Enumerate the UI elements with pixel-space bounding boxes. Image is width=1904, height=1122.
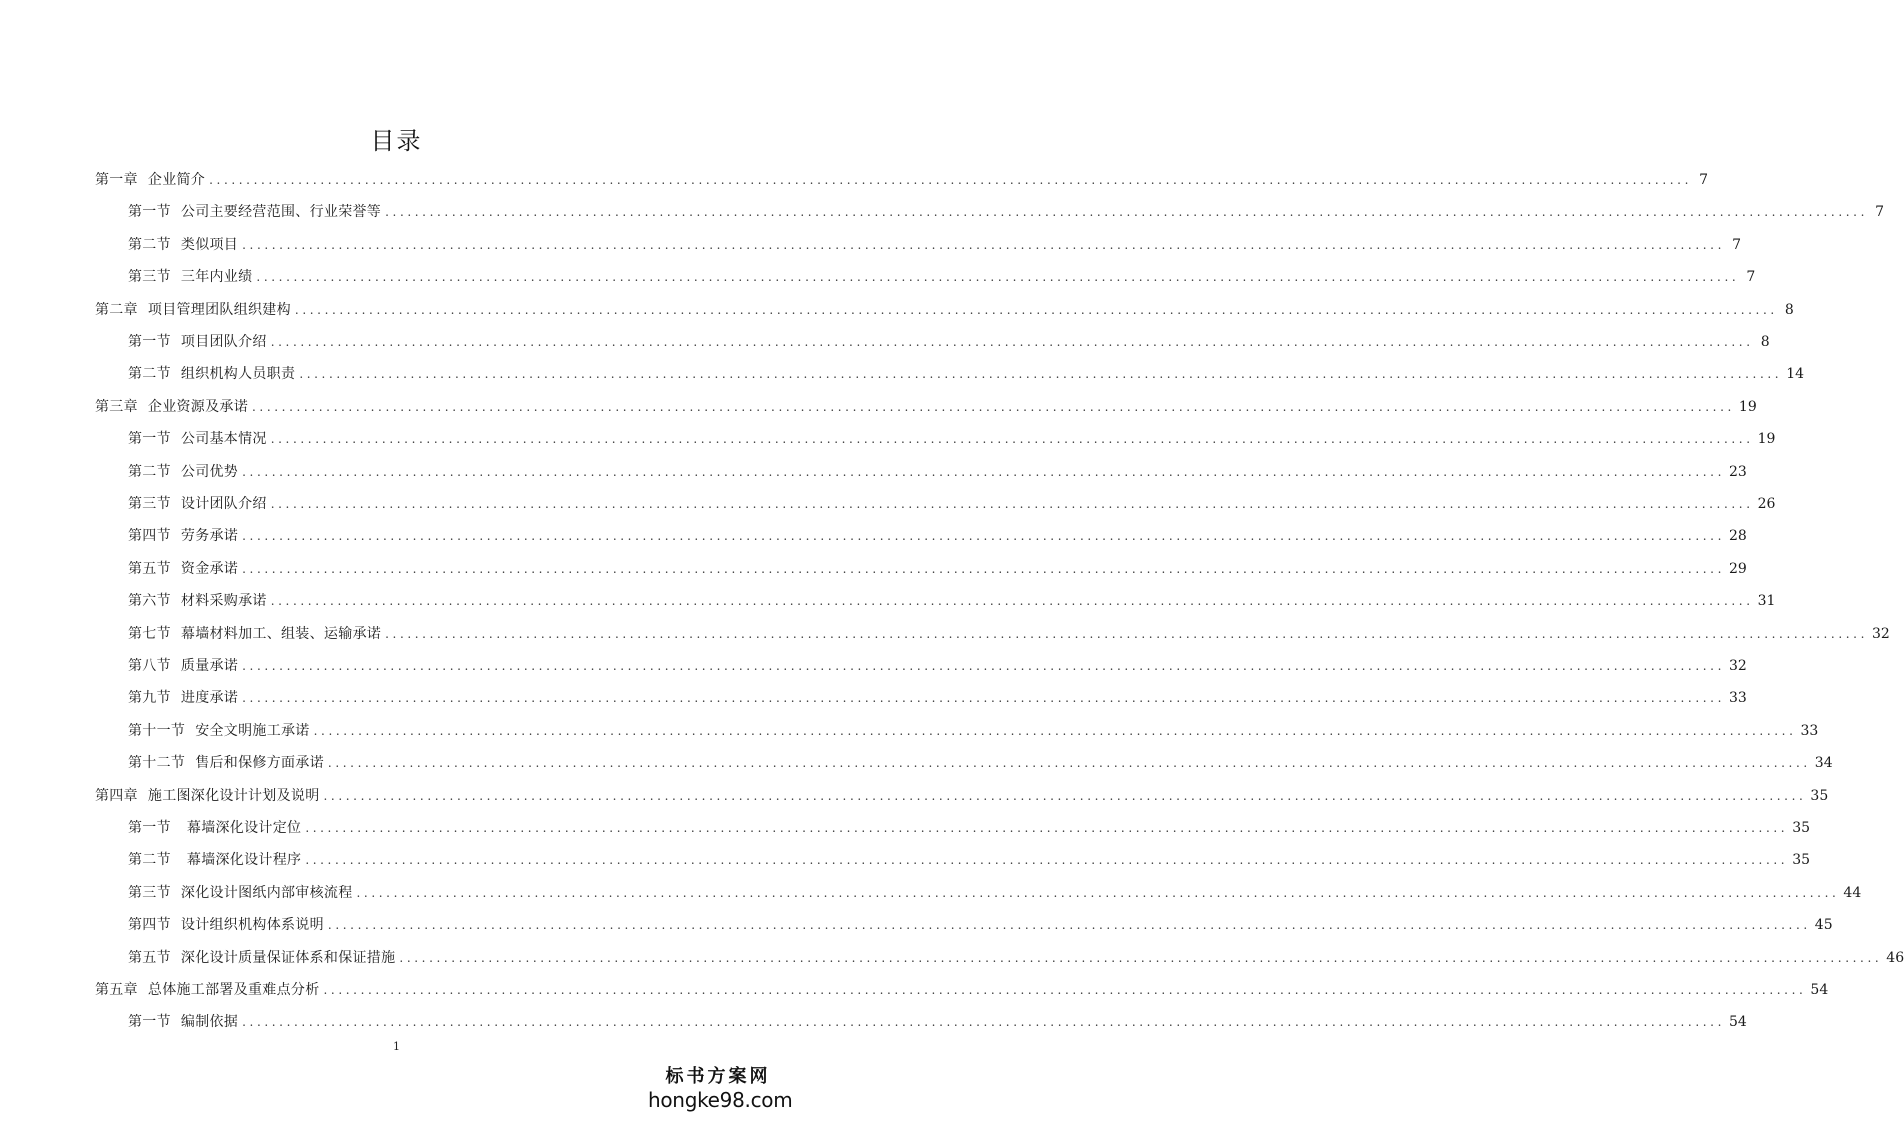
toc-section-row[interactable]: [128, 909, 1833, 941]
toc-section-row[interactable]: [128, 326, 1770, 358]
toc-dot-leader: ........................................................................................................................................................................................................: [385, 626, 1868, 641]
toc-dot-leader: ........................................................................................................................................................................................................: [242, 237, 1725, 252]
toc-section-row[interactable]: [128, 812, 1811, 844]
toc-section-row[interactable]: [128, 715, 1819, 747]
toc-entry-title: 公司主要经营范围、行业荣誉等: [180, 204, 382, 221]
toc-dot-leader: ........................................................................................................................................................................................................: [356, 885, 1840, 900]
toc-page-number: 19: [1757, 431, 1776, 448]
toc-dot-leader: ........................................................................................................................................................................................................: [242, 1015, 1725, 1030]
toc-dot-leader: ........................................................................................................................................................................................................: [305, 821, 1789, 835]
toc-entry-label: [128, 747, 324, 779]
toc-entry-number: 第三节: [128, 884, 171, 901]
toc-entry-label: [95, 780, 320, 812]
toc-page-number: 44: [1843, 884, 1862, 901]
toc-section-row[interactable]: [128, 877, 1862, 909]
toc-section-row[interactable]: [128, 942, 1904, 974]
watermark-cn-text: 标书方案网: [665, 1066, 771, 1087]
toc-entry-number: 第二节: [128, 366, 171, 383]
toc-entry-title: 劳务承诺: [180, 528, 239, 545]
toc-entry-title: 企业简介: [147, 172, 206, 188]
toc-entry-label: [95, 391, 248, 423]
toc-entry-number: 第二节: [128, 852, 171, 869]
toc-entry-label: [128, 812, 301, 844]
toc-entry-title: 设计组织机构体系说明: [180, 917, 324, 934]
toc-entry-number: 第四节: [128, 917, 171, 934]
toc-page-number: 8: [1760, 334, 1770, 350]
toc-entry-title: 总体施工部署及重难点分析: [147, 982, 320, 998]
toc-entry-label: [128, 488, 267, 520]
toc-chapter-row[interactable]: [95, 391, 1757, 423]
toc-entry-title: 公司优势: [180, 463, 239, 480]
toc-entry-label: [128, 682, 238, 714]
toc-dot-leader: ........................................................................................................................................................................................................: [270, 432, 1754, 447]
toc-section-row[interactable]: [128, 488, 1776, 520]
toc-dot-leader: ........................................................................................................................................................................................................: [399, 950, 1883, 965]
toc-entry-number: 第一节: [128, 1014, 171, 1031]
toc-dot-leader: ........................................................................................................................................................................................................: [252, 399, 1735, 414]
toc-dot-leader: ........................................................................................................................................................................................................: [270, 335, 1754, 349]
toc-section-row[interactable]: [128, 650, 1747, 682]
toc-page-number: 19: [1738, 398, 1757, 415]
toc-page-number: 31: [1757, 593, 1776, 610]
toc-entry-number: 第三章: [95, 398, 138, 415]
toc-entry-title: 深化设计图纸内部审核流程: [180, 884, 353, 901]
toc-dot-leader: ........................................................................................................................................................................................................: [242, 464, 1725, 479]
toc-entry-number: 第二节: [128, 236, 171, 253]
watermark-logo: [648, 1066, 793, 1112]
toc-dot-leader: ........................................................................................................................................................................................................: [270, 594, 1754, 609]
toc-entry-title: 类似项目: [180, 236, 239, 253]
toc-dot-leader: ........................................................................................................................................................................................................: [242, 561, 1725, 576]
toc-entry-title: 企业资源及承诺: [147, 398, 249, 415]
toc-dot-leader: ........................................................................................................................................................................................................: [305, 853, 1789, 868]
toc-entry-label: [128, 877, 353, 909]
toc-entry-label: [128, 229, 238, 261]
toc-page-number: 35: [1792, 852, 1811, 869]
toc-section-row[interactable]: [128, 682, 1747, 714]
toc-section-row[interactable]: [128, 229, 1741, 261]
toc-dot-leader: ........................................................................................................................................................................................................: [209, 173, 1692, 187]
toc-entry-number: 第一节: [128, 334, 171, 350]
toc-entry-title: 三年内业绩: [180, 269, 253, 286]
toc-page-number: 35: [1810, 787, 1829, 804]
toc-entry-title: 组织机构人员职责: [180, 366, 296, 383]
toc-entry-title: 设计团队介绍: [180, 496, 267, 512]
toc-entry-label: [128, 261, 252, 293]
toc-dot-leader: ........................................................................................................................................................................................................: [242, 691, 1725, 706]
toc-entry-title: 进度承诺: [180, 690, 239, 707]
toc-entry-title: 项目团队介绍: [180, 334, 267, 350]
toc-page-number: 14: [1786, 366, 1805, 383]
toc-entry-number: 第五章: [95, 982, 138, 998]
toc-entry-number: 第四章: [95, 787, 138, 804]
toc-entry-label: [95, 164, 205, 196]
toc-section-row[interactable]: [128, 747, 1833, 779]
toc-page-number: 45: [1814, 917, 1833, 934]
toc-chapter-row[interactable]: [95, 294, 1794, 326]
toc-page-number: 46: [1886, 949, 1904, 966]
toc-entry-title: 公司基本情况: [180, 431, 267, 448]
toc-page-number: 54: [1810, 982, 1829, 998]
toc-dot-leader: ........................................................................................................................................................................................................: [313, 723, 1797, 738]
toc-entry-label: [128, 715, 310, 747]
toc-entry-title: 施工图深化设计计划及说明: [147, 787, 320, 804]
toc-entry-title: 安全文明施工承诺: [195, 722, 310, 739]
toc-page-number: 8: [1784, 301, 1794, 318]
toc-entry-label: [128, 618, 381, 650]
toc-chapter-row[interactable]: [95, 164, 1708, 196]
toc-entry-title: 幕墙深化设计定位: [186, 820, 302, 836]
toc-section-row[interactable]: [128, 585, 1776, 617]
toc-dot-leader: ........................................................................................................................................................................................................: [299, 367, 1783, 382]
toc-entry-number: 第二节: [128, 463, 171, 480]
toc-entry-number: 第三节: [128, 496, 171, 512]
toc-chapter-row[interactable]: [95, 780, 1829, 812]
toc-entry-number: 第八节: [128, 658, 171, 674]
toc-dot-leader: ........................................................................................................................................................................................................: [323, 788, 1807, 803]
toc-page-number: 32: [1729, 658, 1747, 674]
toc-page-number: 33: [1800, 722, 1819, 739]
toc-dot-leader: ........................................................................................................................................................................................................: [327, 918, 1811, 933]
toc-entry-label: [95, 294, 291, 326]
toc-chapter-row[interactable]: [95, 974, 1829, 1006]
toc-entry-label: [128, 650, 238, 682]
toc-page-number: 26: [1757, 496, 1776, 512]
toc-page-number: 29: [1729, 560, 1747, 577]
toc-entry-label: [128, 553, 238, 585]
toc-entry-number: 第五节: [128, 949, 171, 966]
toc-entry-number: 第一节: [128, 431, 171, 448]
toc-page-number: 23: [1729, 463, 1747, 480]
toc-page-number: 32: [1872, 625, 1890, 642]
watermark-en-text: hongke98.com: [648, 1088, 793, 1112]
toc-entry-title: 材料采购承诺: [180, 593, 267, 610]
toc-entry-number: 第一节: [128, 820, 171, 836]
toc-section-row[interactable]: [128, 1006, 1747, 1038]
toc-dot-leader: ........................................................................................................................................................................................................: [327, 756, 1811, 771]
toc-section-row[interactable]: [128, 358, 1805, 390]
toc-section-row[interactable]: [128, 553, 1747, 585]
toc-entry-title: 深化设计质量保证体系和保证措施: [180, 949, 396, 966]
toc-entry-number: 第七节: [128, 625, 171, 642]
toc-entry-title: 项目管理团队组织建构: [147, 301, 291, 318]
toc-entry-label: [128, 423, 267, 455]
toc-entry-number: 第三节: [128, 269, 171, 286]
toc-section-row[interactable]: [128, 618, 1890, 650]
toc-section-row[interactable]: [128, 261, 1756, 293]
toc-entry-label: [128, 326, 267, 358]
toc-title: 目录: [370, 127, 423, 155]
toc-page-number: 7: [1746, 269, 1756, 286]
toc-entry-label: [128, 844, 301, 876]
toc-page-number: 28: [1729, 528, 1747, 545]
toc-entry-label: [128, 942, 395, 974]
toc-entry-number: 第二章: [95, 301, 138, 318]
toc-entry-number: 第十一节: [128, 722, 186, 739]
toc-page-number: 33: [1729, 690, 1747, 707]
toc-entry-label: [128, 520, 238, 552]
toc-section-row[interactable]: [128, 423, 1776, 455]
toc-dot-leader: ........................................................................................................................................................................................................: [242, 659, 1725, 673]
toc-entry-label: [128, 358, 295, 390]
toc-entry-label: [95, 974, 320, 1006]
toc-entry-title: 幕墙材料加工、组装、运输承诺: [180, 625, 382, 642]
toc-entry-number: 第九节: [128, 690, 171, 707]
toc-dot-leader: ........................................................................................................................................................................................................: [385, 205, 1868, 220]
toc-entry-title: 编制依据: [180, 1014, 239, 1031]
toc-page-number: 54: [1729, 1014, 1747, 1031]
toc-entry-label: [128, 909, 324, 941]
toc-entry-label: [128, 1006, 238, 1038]
toc-entry-number: 第一节: [128, 204, 171, 221]
toc-entry-number: 第四节: [128, 528, 171, 545]
toc-page-number: 7: [1699, 172, 1708, 188]
toc-dot-leader: ........................................................................................................................................................................................................: [323, 983, 1807, 997]
toc-section-row[interactable]: [128, 520, 1747, 552]
toc-page-number: 7: [1732, 236, 1741, 253]
toc-section-row[interactable]: [128, 456, 1747, 488]
toc-entry-title: 售后和保修方面承诺: [195, 755, 324, 772]
toc-dot-leader: ........................................................................................................................................................................................................: [242, 529, 1725, 544]
toc-page-number: 35: [1792, 820, 1811, 836]
toc-entry-number: 第六节: [128, 593, 171, 610]
toc-entry-number: 第五节: [128, 560, 171, 577]
toc-section-row[interactable]: [128, 844, 1811, 876]
toc-entry-title: 资金承诺: [180, 560, 239, 577]
toc-page-number: 34: [1814, 755, 1833, 772]
toc-dot-leader: ........................................................................................................................................................................................................: [270, 497, 1754, 511]
toc-entry-title: 质量承诺: [180, 658, 239, 674]
toc-entry-label: [128, 196, 381, 228]
toc-section-row[interactable]: [128, 196, 1884, 228]
toc-entry-title: 幕墙深化设计程序: [186, 852, 302, 869]
toc-entry-number: 第一章: [95, 172, 138, 188]
toc-dot-leader: ........................................................................................................................................................................................................: [294, 302, 1778, 317]
toc-dot-leader: ........................................................................................................................................................................................................: [256, 270, 1740, 285]
toc-entry-label: [128, 456, 238, 488]
toc-page-number: 7: [1875, 204, 1884, 221]
page-number: 1: [393, 1040, 400, 1053]
toc-entry-label: [128, 585, 267, 617]
toc-entry-number: 第十二节: [128, 755, 186, 772]
